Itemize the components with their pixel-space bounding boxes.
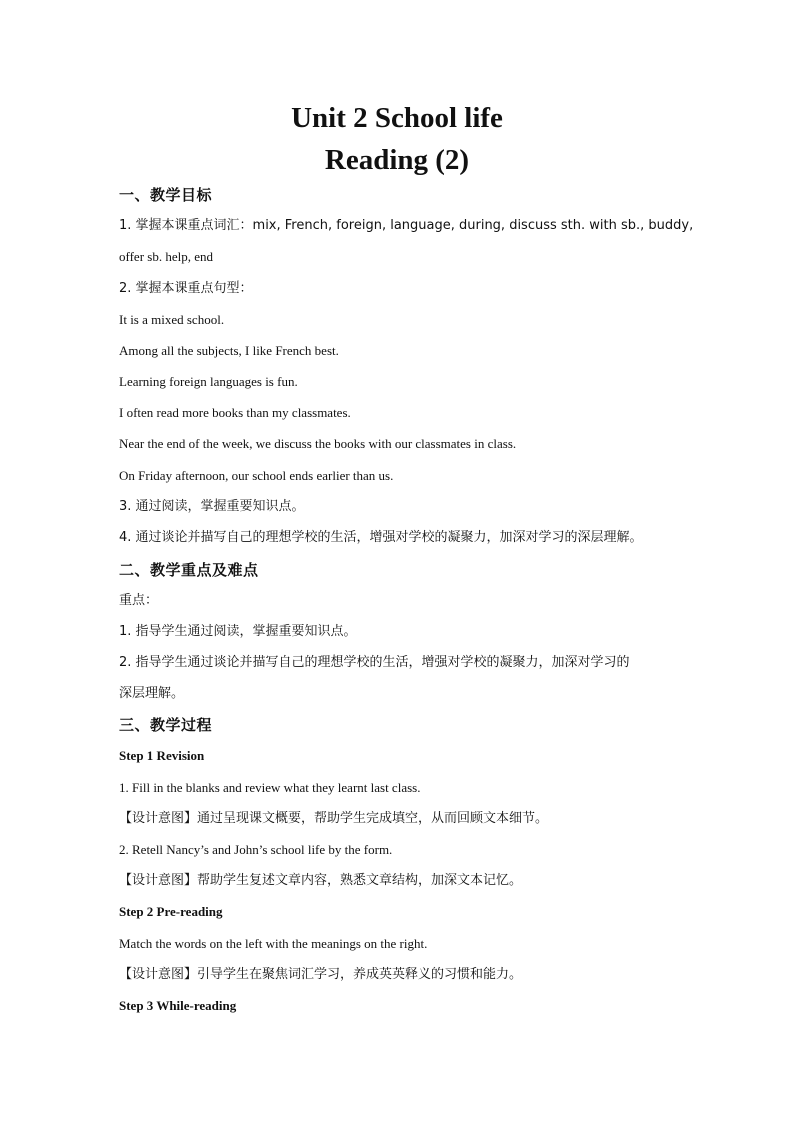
objective-3: 3. 通过阅读，掌握重要知识点。 [119, 499, 305, 514]
objective-4: 4. 通过谈论并描写自己的理想学校的生活，增强对学校的凝聚力，加深对学习的深层理解。 [119, 530, 643, 545]
section-heading-key-points: 二、教学重点及难点 [119, 561, 259, 579]
key-point-1: 1. 指导学生通过阅读，掌握重要知识点。 [119, 624, 357, 639]
step-2-heading: Step 2 Pre-reading [119, 904, 223, 919]
sentence-pattern: On Friday afternoon, our school ends earlier than us. [119, 468, 394, 483]
sentence-pattern: Among all the subjects, I like French best. [119, 343, 339, 358]
objective-1-continued: offer sb. help, end [119, 249, 213, 264]
step-1-item-1: 1. Fill in the blanks and review what they learnt last class. [119, 780, 421, 795]
sentence-pattern: Learning foreign languages is fun. [119, 374, 298, 389]
step-1-heading: Step 1 Revision [119, 748, 205, 763]
key-points-label: 重点： [119, 593, 159, 608]
key-point-2-continued: 深层理解。 [119, 686, 185, 701]
design-intent-2: 【设计意图】帮助学生复述文章内容，熟悉文章结构，加深文本记忆。 [119, 873, 523, 888]
section-heading-process: 三、教学过程 [119, 716, 213, 734]
sentence-pattern: Near the end of the week, we discuss the books with our classmates in class. [119, 436, 517, 451]
key-point-2: 2. 指导学生通过谈论并描写自己的理想学校的生活，增强对学校的凝聚力，加深对学习的 [119, 655, 630, 670]
design-intent-3: 【设计意图】引导学生在聚焦词汇学习，养成英英释义的习惯和能力。 [119, 967, 523, 982]
document-subtitle: Reading (2) [324, 144, 470, 176]
step-3-heading: Step 3 While-reading [119, 998, 237, 1013]
objective-2: 2. 掌握本课重点句型： [119, 281, 253, 296]
design-intent-1: 【设计意图】通过呈现课文概要，帮助学生完成填空，从而回顾文本细节。 [119, 811, 549, 826]
step-1-item-2: 2. Retell Nancy’s and John’s school life by the form. [119, 842, 393, 857]
sentence-pattern: It is a mixed school. [119, 312, 225, 327]
sentence-pattern: I often read more books than my classmates. [119, 405, 351, 420]
section-heading-objectives: 一、教学目标 [119, 186, 213, 204]
step-2-item: Match the words on the left with the meanings on the right. [119, 936, 428, 951]
document-title: Unit 2 School life [291, 102, 503, 134]
objective-1: 1. 掌握本课重点词汇：mix, French, foreign, language, during, discuss sth. with sb., buddy, [119, 218, 694, 233]
